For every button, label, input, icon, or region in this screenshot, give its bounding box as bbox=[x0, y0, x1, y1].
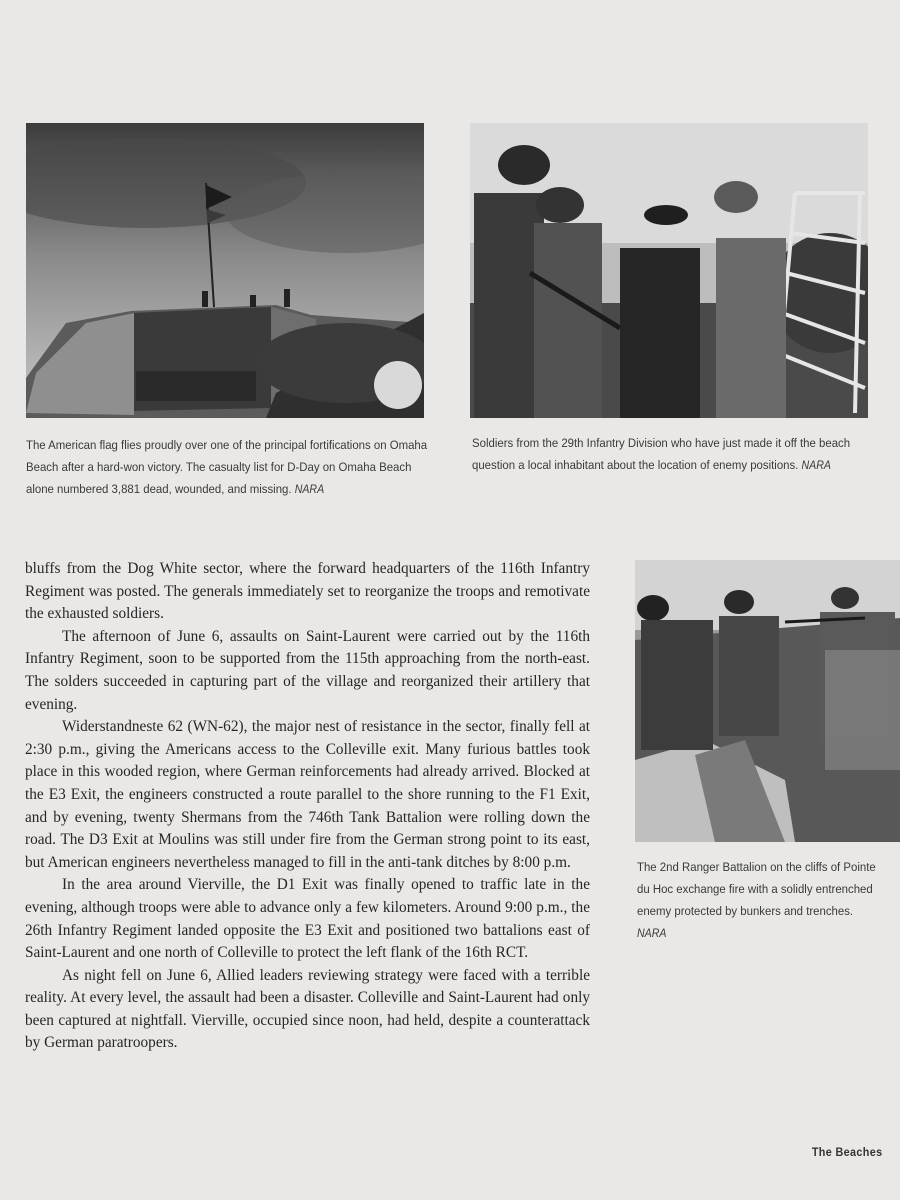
photo-rangers-pointe-du-hoc bbox=[635, 560, 900, 842]
body-paragraph: Widerstandneste 62 (WN-62), the major nest of resistance in the sector, finally fell at 2:30 p.m., giving the Americans access to the Colleville exit. Many furious battles took place in this wooded region, where German reinforcements had already arrived. Blocked at the E3 Exit, the engineers constructed a route parallel to the shore running to the F1 Exit, and by evening, twenty Shermans from the 746th Tank Battalion were rolling down the road. The D3 Exit at Moulins was still under fire from the German strong point to its east, but American engineers nevertheless managed to fill in the anti-tank ditches by 8:00 p.m. bbox=[25, 718, 590, 871]
body-paragraph: As night fell on June 6, Allied leaders reviewing strategy were faced with a terrible reality. At every level, the assault had been a disaster. Colleville and Saint-Laurent had only been captured at nightfall. Vierville, occupied since noon, had held, despite a counterattack by German paratroopers. bbox=[25, 966, 590, 1052]
caption-credit: NARA bbox=[801, 460, 831, 472]
photo-soldiers-questioning-local bbox=[470, 123, 868, 418]
running-footer-section-title: The Beaches bbox=[811, 1145, 882, 1159]
caption-text: The 2nd Ranger Battalion on the cliffs of Pointe du Hoc exchange fire with a solidly entrenched enemy protected by bunkers and trenches. bbox=[637, 860, 876, 918]
caption-text: The American flag flies proudly over one of the principal fortifications on Omaha Beach after a hard-won victory. The casualty list for D-Day on Omaha Beach alone numbered 3,881 dead, wounded, and missing. bbox=[26, 438, 428, 496]
body-text bbox=[25, 558, 590, 1055]
body-paragraph: bluffs from the Dog White sector, where the forward headquarters of the 116th Infantry Regiment was posted. The generals immediately set to reorganize the troops and remotivate the exhausted soldiers. bbox=[25, 560, 590, 623]
caption-text: Soldiers from the 29th Infantry Division who have just made it off the beach question a local inhabitant about the location of enemy positions. bbox=[472, 436, 851, 472]
caption-credit: NARA bbox=[637, 928, 667, 940]
caption-rangers bbox=[637, 856, 885, 945]
caption-credit: NARA bbox=[294, 484, 325, 496]
caption-soldiers bbox=[472, 432, 895, 477]
caption-flag bbox=[26, 434, 431, 501]
body-paragraph: The afternoon of June 6, assaults on Saint-Laurent were carried out by the 116th Infantry Regiment, soon to be supported from the 115th approaching from the north-east. The solders succeeded in capturing part of the village and reorganized their artillery that evening. bbox=[25, 627, 590, 713]
body-paragraph: In the area around Vierville, the D1 Exit was finally opened to traffic late in the evening, although troops were able to advance only a few kilometers. Around 9:00 p.m., the 26th Infantry Regiment landed opposite the E3 Exit and positioned two battalions east of Saint-Laurent and one north of Colleville to protect the left flank of the 16th RCT. bbox=[25, 876, 590, 962]
photo-flag-over-fortification bbox=[26, 123, 424, 418]
